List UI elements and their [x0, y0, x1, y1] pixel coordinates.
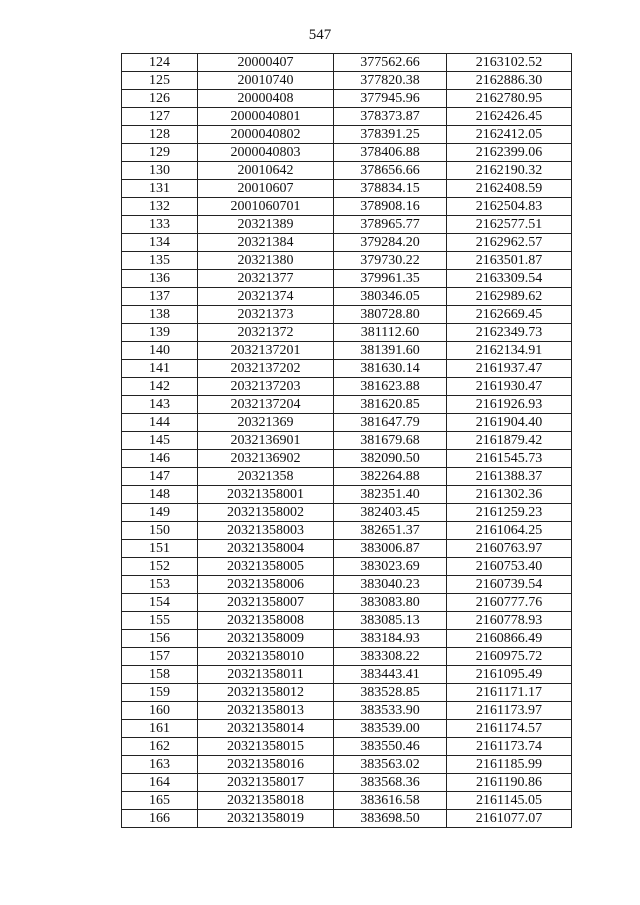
point-number-cell: 131 [122, 180, 198, 198]
table-row [122, 684, 572, 702]
point-number-cell: 138 [122, 306, 198, 324]
point-id-cell: 20321358 [198, 468, 334, 486]
point-number-cell: 141 [122, 360, 198, 378]
point-number-cell: 135 [122, 252, 198, 270]
point-id-cell: 20321358014 [198, 720, 334, 738]
x-coordinate-cell: 383698.50 [334, 810, 447, 828]
x-coordinate-cell: 378406.88 [334, 144, 447, 162]
table-row [122, 774, 572, 792]
table-row [122, 810, 572, 828]
x-coordinate-cell: 378908.16 [334, 198, 447, 216]
point-number-cell: 151 [122, 540, 198, 558]
x-coordinate-cell: 378373.87 [334, 108, 447, 126]
point-id-cell: 20321358001 [198, 486, 334, 504]
point-number-cell: 137 [122, 288, 198, 306]
point-number-cell: 157 [122, 648, 198, 666]
x-coordinate-cell: 381647.79 [334, 414, 447, 432]
x-coordinate-cell: 383006.87 [334, 540, 447, 558]
point-id-cell: 2032136902 [198, 450, 334, 468]
point-id-cell: 20321358019 [198, 810, 334, 828]
y-coordinate-cell: 2162399.06 [447, 144, 572, 162]
point-id-cell: 20321358013 [198, 702, 334, 720]
point-id-cell: 20321358005 [198, 558, 334, 576]
y-coordinate-cell: 2162669.45 [447, 306, 572, 324]
table-row [122, 288, 572, 306]
y-coordinate-cell: 2161937.47 [447, 360, 572, 378]
y-coordinate-cell: 2161185.99 [447, 756, 572, 774]
y-coordinate-cell: 2161077.07 [447, 810, 572, 828]
y-coordinate-cell: 2161302.36 [447, 486, 572, 504]
point-number-cell: 162 [122, 738, 198, 756]
table-row [122, 648, 572, 666]
point-number-cell: 161 [122, 720, 198, 738]
point-id-cell: 2032136901 [198, 432, 334, 450]
table-row [122, 54, 572, 72]
table-row [122, 216, 572, 234]
point-number-cell: 163 [122, 756, 198, 774]
x-coordinate-cell: 383308.22 [334, 648, 447, 666]
point-id-cell: 20321372 [198, 324, 334, 342]
point-number-cell: 130 [122, 162, 198, 180]
point-number-cell: 155 [122, 612, 198, 630]
table-row [122, 432, 572, 450]
point-id-cell: 20321358003 [198, 522, 334, 540]
x-coordinate-cell: 383550.46 [334, 738, 447, 756]
x-coordinate-cell: 377562.66 [334, 54, 447, 72]
x-coordinate-cell: 381112.60 [334, 324, 447, 342]
x-coordinate-cell: 383083.80 [334, 594, 447, 612]
y-coordinate-cell: 2160777.76 [447, 594, 572, 612]
y-coordinate-cell: 2161904.40 [447, 414, 572, 432]
table-row [122, 468, 572, 486]
x-coordinate-cell: 382090.50 [334, 450, 447, 468]
point-id-cell: 20321358017 [198, 774, 334, 792]
y-coordinate-cell: 2161145.05 [447, 792, 572, 810]
point-id-cell: 2000040801 [198, 108, 334, 126]
point-id-cell: 20321358009 [198, 630, 334, 648]
point-number-cell: 139 [122, 324, 198, 342]
table-row [122, 504, 572, 522]
table-row [122, 270, 572, 288]
y-coordinate-cell: 2160975.72 [447, 648, 572, 666]
y-coordinate-cell: 2161190.86 [447, 774, 572, 792]
point-id-cell: 20321358006 [198, 576, 334, 594]
point-number-cell: 144 [122, 414, 198, 432]
table-row [122, 108, 572, 126]
table-row [122, 666, 572, 684]
x-coordinate-cell: 383539.00 [334, 720, 447, 738]
point-number-cell: 146 [122, 450, 198, 468]
table-row [122, 558, 572, 576]
point-id-cell: 20000407 [198, 54, 334, 72]
point-id-cell: 20321358012 [198, 684, 334, 702]
y-coordinate-cell: 2162412.05 [447, 126, 572, 144]
table-row [122, 612, 572, 630]
y-coordinate-cell: 2161388.37 [447, 468, 572, 486]
x-coordinate-cell: 380728.80 [334, 306, 447, 324]
y-coordinate-cell: 2162408.59 [447, 180, 572, 198]
y-coordinate-cell: 2163102.52 [447, 54, 572, 72]
x-coordinate-cell: 383616.58 [334, 792, 447, 810]
x-coordinate-cell: 383443.41 [334, 666, 447, 684]
table-row [122, 738, 572, 756]
x-coordinate-cell: 381620.85 [334, 396, 447, 414]
y-coordinate-cell: 2162134.91 [447, 342, 572, 360]
table-row [122, 198, 572, 216]
point-number-cell: 124 [122, 54, 198, 72]
point-id-cell: 2032137204 [198, 396, 334, 414]
point-id-cell: 20010740 [198, 72, 334, 90]
point-number-cell: 160 [122, 702, 198, 720]
point-id-cell: 20321358008 [198, 612, 334, 630]
table-row [122, 252, 572, 270]
x-coordinate-cell: 378391.25 [334, 126, 447, 144]
coordinates-table-container [121, 53, 572, 828]
point-number-cell: 126 [122, 90, 198, 108]
y-coordinate-cell: 2161879.42 [447, 432, 572, 450]
point-id-cell: 2001060701 [198, 198, 334, 216]
x-coordinate-cell: 382403.45 [334, 504, 447, 522]
table-row [122, 396, 572, 414]
table-row [122, 306, 572, 324]
point-id-cell: 2000040803 [198, 144, 334, 162]
y-coordinate-cell: 2161171.17 [447, 684, 572, 702]
table-row [122, 756, 572, 774]
x-coordinate-cell: 381679.68 [334, 432, 447, 450]
y-coordinate-cell: 2162780.95 [447, 90, 572, 108]
point-id-cell: 2000040802 [198, 126, 334, 144]
x-coordinate-cell: 377820.38 [334, 72, 447, 90]
point-number-cell: 148 [122, 486, 198, 504]
table-row [122, 522, 572, 540]
point-id-cell: 20010607 [198, 180, 334, 198]
y-coordinate-cell: 2163501.87 [447, 252, 572, 270]
y-coordinate-cell: 2161064.25 [447, 522, 572, 540]
x-coordinate-cell: 379961.35 [334, 270, 447, 288]
point-number-cell: 136 [122, 270, 198, 288]
table-row [122, 234, 572, 252]
point-id-cell: 20321358007 [198, 594, 334, 612]
point-id-cell: 20321373 [198, 306, 334, 324]
page-number: 547 [308, 27, 332, 43]
y-coordinate-cell: 2160778.93 [447, 612, 572, 630]
table-row [122, 72, 572, 90]
table-row [122, 702, 572, 720]
x-coordinate-cell: 383023.69 [334, 558, 447, 576]
point-number-cell: 128 [122, 126, 198, 144]
x-coordinate-cell: 383528.85 [334, 684, 447, 702]
point-number-cell: 134 [122, 234, 198, 252]
point-id-cell: 20321358004 [198, 540, 334, 558]
point-id-cell: 20321389 [198, 216, 334, 234]
y-coordinate-cell: 2161926.93 [447, 396, 572, 414]
point-id-cell: 2032137202 [198, 360, 334, 378]
x-coordinate-cell: 383184.93 [334, 630, 447, 648]
x-coordinate-cell: 378656.66 [334, 162, 447, 180]
x-coordinate-cell: 380346.05 [334, 288, 447, 306]
point-id-cell: 20321358016 [198, 756, 334, 774]
y-coordinate-cell: 2161174.57 [447, 720, 572, 738]
coordinates-table [121, 53, 572, 828]
x-coordinate-cell: 382351.40 [334, 486, 447, 504]
y-coordinate-cell: 2161095.49 [447, 666, 572, 684]
y-coordinate-cell: 2162190.32 [447, 162, 572, 180]
table-row [122, 126, 572, 144]
point-number-cell: 153 [122, 576, 198, 594]
x-coordinate-cell: 383040.23 [334, 576, 447, 594]
y-coordinate-cell: 2161173.97 [447, 702, 572, 720]
table-row [122, 414, 572, 432]
point-number-cell: 132 [122, 198, 198, 216]
point-id-cell: 20321377 [198, 270, 334, 288]
x-coordinate-cell: 379730.22 [334, 252, 447, 270]
table-row [122, 450, 572, 468]
point-number-cell: 127 [122, 108, 198, 126]
point-id-cell: 20321380 [198, 252, 334, 270]
table-row [122, 162, 572, 180]
table-row [122, 324, 572, 342]
point-id-cell: 20321358002 [198, 504, 334, 522]
y-coordinate-cell: 2162989.62 [447, 288, 572, 306]
table-row [122, 630, 572, 648]
y-coordinate-cell: 2161173.74 [447, 738, 572, 756]
x-coordinate-cell: 383085.13 [334, 612, 447, 630]
point-number-cell: 142 [122, 378, 198, 396]
point-id-cell: 20321384 [198, 234, 334, 252]
point-id-cell: 20321358010 [198, 648, 334, 666]
point-number-cell: 159 [122, 684, 198, 702]
table-row [122, 360, 572, 378]
y-coordinate-cell: 2163309.54 [447, 270, 572, 288]
point-number-cell: 158 [122, 666, 198, 684]
point-id-cell: 20321374 [198, 288, 334, 306]
point-number-cell: 149 [122, 504, 198, 522]
point-number-cell: 156 [122, 630, 198, 648]
x-coordinate-cell: 383533.90 [334, 702, 447, 720]
table-row [122, 378, 572, 396]
point-number-cell: 129 [122, 144, 198, 162]
x-coordinate-cell: 382651.37 [334, 522, 447, 540]
point-id-cell: 20010642 [198, 162, 334, 180]
point-number-cell: 125 [122, 72, 198, 90]
y-coordinate-cell: 2162886.30 [447, 72, 572, 90]
point-id-cell: 2032137201 [198, 342, 334, 360]
x-coordinate-cell: 378834.15 [334, 180, 447, 198]
y-coordinate-cell: 2162426.45 [447, 108, 572, 126]
y-coordinate-cell: 2162504.83 [447, 198, 572, 216]
point-number-cell: 154 [122, 594, 198, 612]
table-row [122, 594, 572, 612]
table-row [122, 540, 572, 558]
y-coordinate-cell: 2161930.47 [447, 378, 572, 396]
point-number-cell: 145 [122, 432, 198, 450]
y-coordinate-cell: 2162349.73 [447, 324, 572, 342]
point-number-cell: 166 [122, 810, 198, 828]
x-coordinate-cell: 377945.96 [334, 90, 447, 108]
point-number-cell: 164 [122, 774, 198, 792]
x-coordinate-cell: 379284.20 [334, 234, 447, 252]
y-coordinate-cell: 2161545.73 [447, 450, 572, 468]
y-coordinate-cell: 2160763.97 [447, 540, 572, 558]
table-row [122, 342, 572, 360]
y-coordinate-cell: 2160739.54 [447, 576, 572, 594]
x-coordinate-cell: 382264.88 [334, 468, 447, 486]
table-body [122, 54, 572, 828]
y-coordinate-cell: 2162962.57 [447, 234, 572, 252]
table-row [122, 486, 572, 504]
y-coordinate-cell: 2160753.40 [447, 558, 572, 576]
point-number-cell: 152 [122, 558, 198, 576]
point-number-cell: 140 [122, 342, 198, 360]
y-coordinate-cell: 2160866.49 [447, 630, 572, 648]
point-id-cell: 20321358011 [198, 666, 334, 684]
x-coordinate-cell: 383563.02 [334, 756, 447, 774]
point-id-cell: 20000408 [198, 90, 334, 108]
point-number-cell: 143 [122, 396, 198, 414]
table-row [122, 792, 572, 810]
x-coordinate-cell: 381630.14 [334, 360, 447, 378]
table-row [122, 180, 572, 198]
table-row [122, 576, 572, 594]
x-coordinate-cell: 381391.60 [334, 342, 447, 360]
point-number-cell: 150 [122, 522, 198, 540]
table-row [122, 720, 572, 738]
point-id-cell: 2032137203 [198, 378, 334, 396]
y-coordinate-cell: 2162577.51 [447, 216, 572, 234]
point-id-cell: 20321369 [198, 414, 334, 432]
x-coordinate-cell: 383568.36 [334, 774, 447, 792]
table-row [122, 144, 572, 162]
point-id-cell: 20321358018 [198, 792, 334, 810]
point-number-cell: 165 [122, 792, 198, 810]
point-number-cell: 147 [122, 468, 198, 486]
point-number-cell: 133 [122, 216, 198, 234]
x-coordinate-cell: 381623.88 [334, 378, 447, 396]
table-row [122, 90, 572, 108]
point-id-cell: 20321358015 [198, 738, 334, 756]
x-coordinate-cell: 378965.77 [334, 216, 447, 234]
y-coordinate-cell: 2161259.23 [447, 504, 572, 522]
